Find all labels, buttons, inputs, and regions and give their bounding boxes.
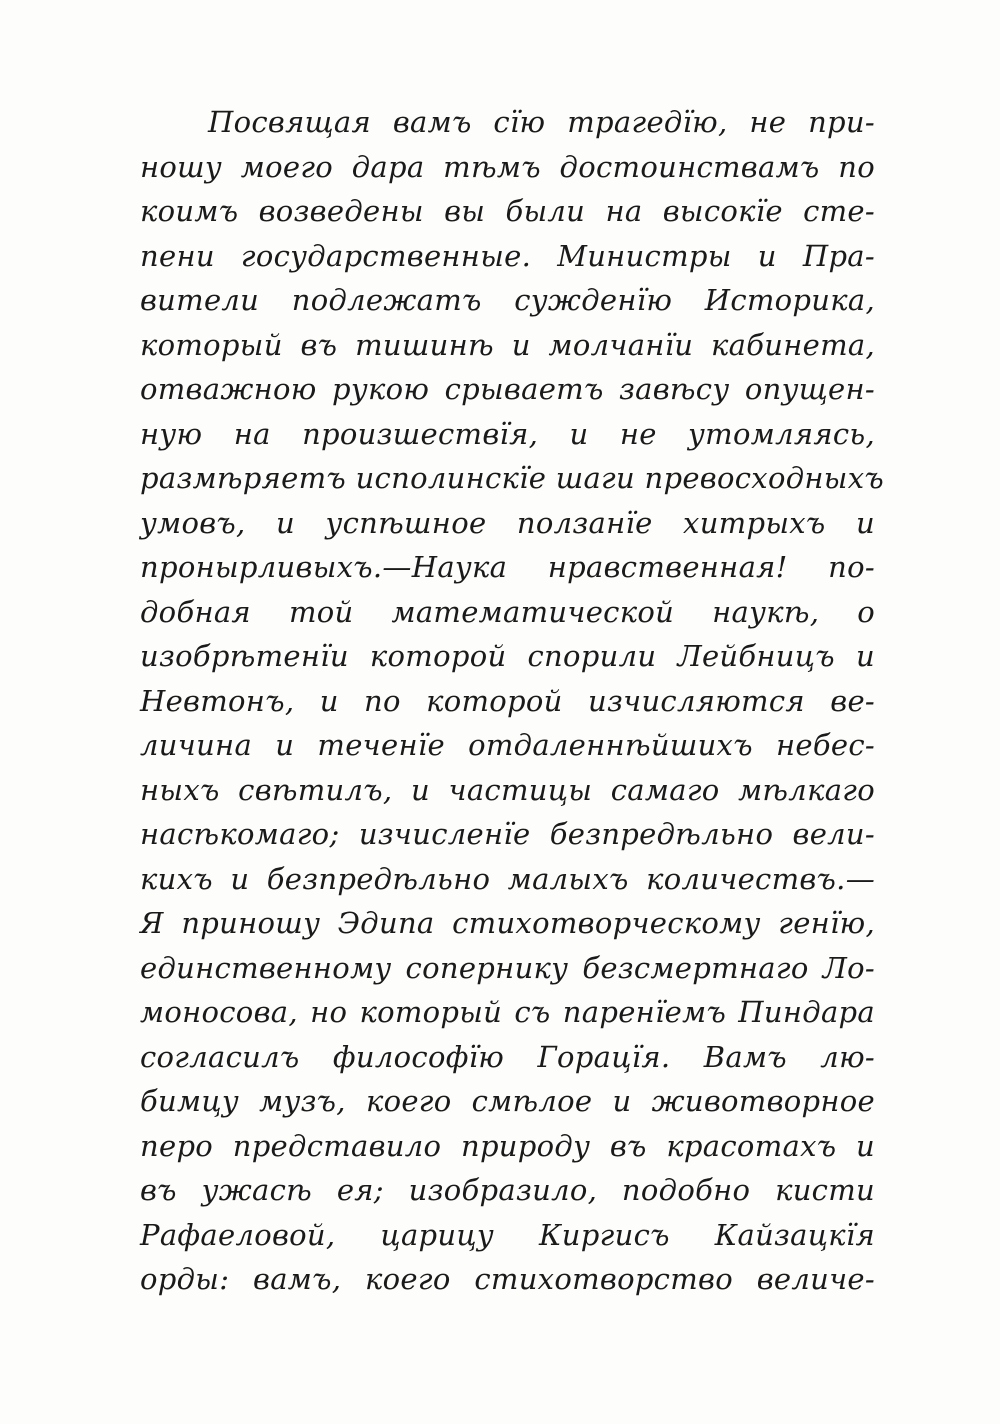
text-line: добная той математической наукѣ, о: [140, 594, 875, 629]
text-line: изобрѣтенїи которой спорили Лейбницъ и: [140, 639, 875, 673]
text-line: кихъ и безпредѣльно малыхъ количествъ.—: [140, 861, 875, 896]
text-line: орды: вамъ, коего стихотворство величе-: [140, 1262, 875, 1296]
dedication-text: [140, 100, 884, 1302]
text-line: въ ужасѣ ея; изобразило, подобно кисти: [140, 1173, 875, 1207]
text-line: умовъ, и успѣшное ползанїе хитрыхъ и: [140, 505, 875, 540]
text-line: перо представило природу въ красотахъ и: [140, 1128, 875, 1163]
text-line: отважною рукою срываетъ завѣсу опущен-: [140, 372, 875, 406]
text-line: личина и теченїе отдаленнѣйшихъ небес-: [140, 728, 875, 762]
text-line: насѣкомаго; изчисленїе безпредѣльно вели-: [140, 817, 875, 851]
text-line: моносова, но который съ паренїемъ Пиндара: [140, 995, 875, 1029]
text-line: согласилъ философїю Горацїя. Вамъ лю-: [140, 1039, 875, 1074]
text-line: пронырливыхъ.—Наука нравственная! по-: [140, 550, 875, 584]
text-line: Невтонъ, и по которой изчисляются ве-: [140, 683, 875, 718]
text-line: ныхъ свѣтилъ, и частицы самаго мѣлкаго: [140, 772, 875, 807]
text-line: Рафаеловой, царицу Киргисъ Кайзацкїя: [140, 1217, 875, 1252]
text-line: бимцу музъ, коего смѣлое и животворное: [140, 1084, 875, 1118]
text-line: Посвящая вамъ сїю трагедїю, не при-: [208, 105, 875, 139]
text-line: единственному сопернику безсмертнаго Ло-: [140, 950, 875, 985]
text-line: размѣряетъ исполинскїе шаги превосходныхъ: [140, 461, 884, 495]
text-line: коимъ возведены вы были на высокїе сте-: [140, 194, 875, 228]
text-line: ношу моего дара тѣмъ достоинствамъ по: [140, 149, 875, 184]
text-line: Я приношу Эдипа стихотворческому генїю,: [140, 906, 875, 940]
text-line: ную на произшествїя, и не утомляясь,: [140, 416, 875, 451]
text-line: который въ тишинѣ и молчанїи кабинета,: [140, 327, 875, 362]
text-line: вители подлежатъ сужденїю Историка,: [140, 283, 875, 317]
text-line: пени государственные. Министры и Пра-: [140, 238, 875, 273]
